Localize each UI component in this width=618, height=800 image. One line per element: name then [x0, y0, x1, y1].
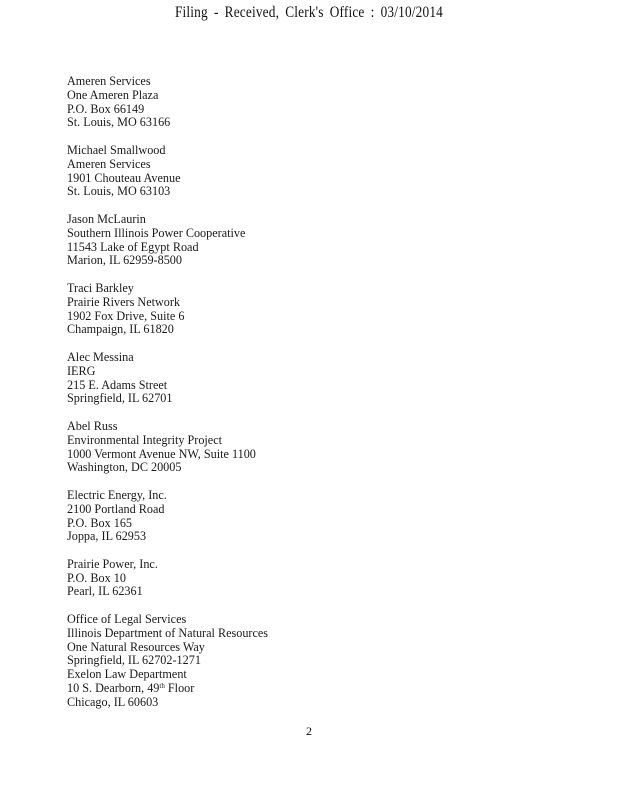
address-line: Pearl, IL 62361	[67, 584, 143, 599]
address-line: Electric Energy, Inc.	[67, 487, 167, 502]
address-line: 11543 Lake of Egypt Road	[67, 239, 199, 254]
address-line: Alec Messina	[67, 349, 134, 364]
floor-superscript: th	[159, 682, 165, 691]
address-block	[67, 144, 587, 199]
address-line: 1000 Vermont Avenue NW, Suite 1100	[67, 446, 256, 461]
address-block	[67, 351, 587, 406]
address-line: 1901 Chouteau Avenue	[67, 170, 181, 185]
address-line: 215 E. Adams Street	[67, 377, 168, 392]
address-line: P.O. Box 10	[67, 570, 126, 585]
address-line: One Natural Resources Way	[67, 639, 205, 654]
address-line: Exelon Law Department	[67, 667, 187, 682]
address-line: Traci Barkley	[67, 280, 134, 295]
address-line: P.O. Box 66149	[67, 101, 145, 116]
address-block	[67, 213, 587, 268]
page-number: 2	[306, 724, 312, 738]
address-line: Environmental Integrity Project	[67, 432, 223, 447]
address-block	[67, 282, 587, 337]
address-line: Springfield, IL 62702-1271	[67, 653, 201, 668]
service-list	[67, 75, 587, 710]
address-line: Ameren Services	[67, 156, 151, 171]
address-block	[67, 420, 587, 475]
address-block	[67, 668, 587, 709]
address-line: 2100 Portland Road	[67, 501, 165, 516]
address-line: 1902 Fox Drive, Suite 6	[67, 308, 185, 323]
address-line: St. Louis, MO 63103	[67, 184, 171, 199]
address-line: Ameren Services	[67, 74, 151, 88]
address-line: Springfield, IL 62701	[67, 391, 173, 406]
address-line: One Ameren Plaza	[67, 87, 159, 102]
floor-suffix: Floor	[164, 681, 195, 696]
address-line: Joppa, IL 62953	[67, 529, 147, 544]
address-line: IERG	[67, 363, 96, 378]
address-block	[67, 75, 587, 130]
address-line: Prairie Power, Inc.	[67, 556, 158, 571]
address-block	[67, 613, 587, 668]
address-block	[67, 489, 587, 544]
address-line: Southern Illinois Power Cooperative	[67, 225, 246, 240]
address-line: Michael Smallwood	[67, 142, 166, 157]
address-line: Chicago, IL 60603	[67, 694, 159, 709]
address-block	[67, 558, 587, 599]
address-line: Champaign, IL 61820	[67, 322, 174, 337]
page-header: Filing - Received, Clerk's Office : 03/10/2014	[174, 4, 444, 21]
address-line: Abel Russ	[67, 418, 118, 433]
address-line: P.O. Box 165	[67, 515, 133, 530]
address-line	[67, 682, 587, 696]
address-line: St. Louis, MO 63166	[67, 115, 171, 130]
address-street: 10 S. Dearborn, 49	[67, 681, 160, 696]
address-line: Office of Legal Services	[67, 612, 187, 627]
address-line: Jason McLaurin	[67, 211, 146, 226]
address-line: Illinois Department of Natural Resources	[67, 625, 269, 640]
address-line: Marion, IL 62959-8500	[67, 253, 182, 268]
address-line: Prairie Rivers Network	[67, 294, 181, 309]
address-line: Washington, DC 20005	[67, 460, 182, 475]
